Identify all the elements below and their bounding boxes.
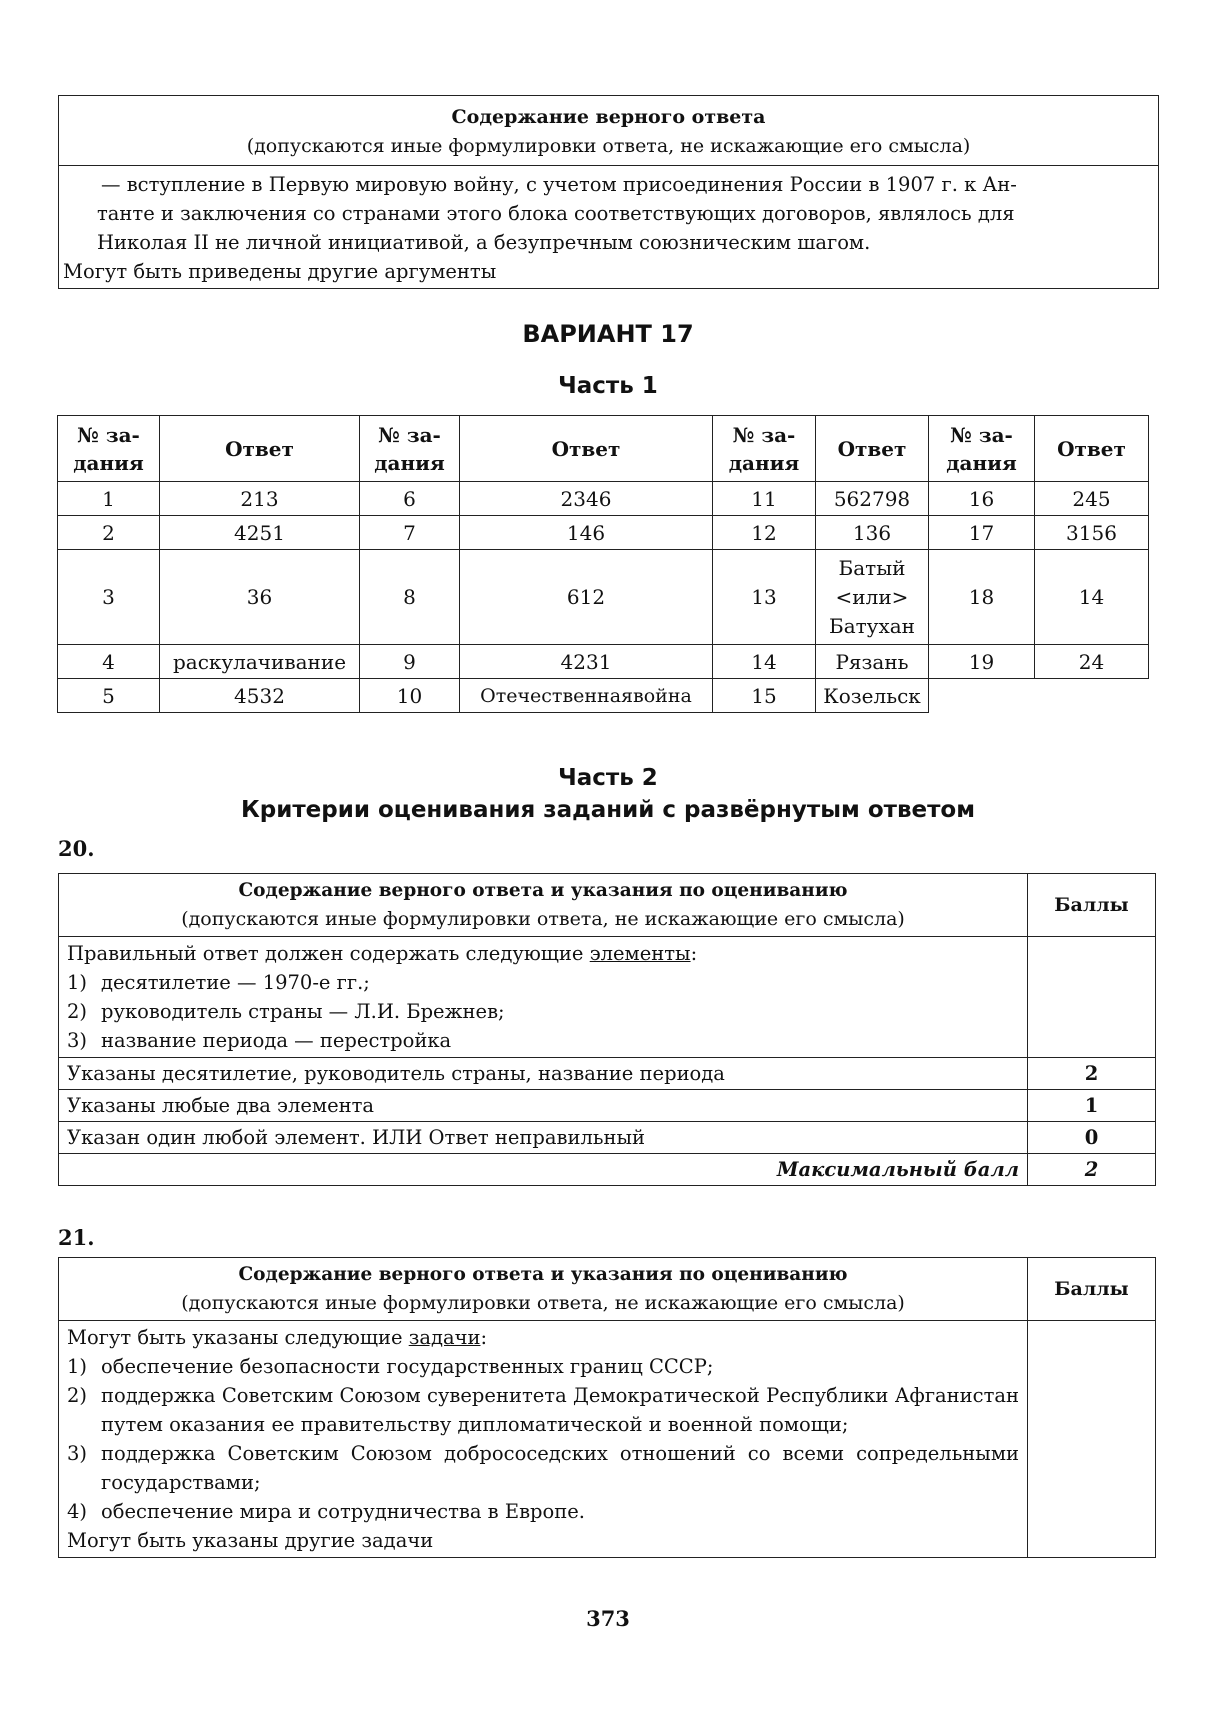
- max-score-value: 2: [1028, 1154, 1156, 1186]
- task-number: 12: [713, 516, 816, 550]
- answer-value: 612: [460, 550, 713, 645]
- answer-footer: Могут быть приведены другие аргументы: [63, 260, 497, 283]
- points-empty: [1028, 1321, 1156, 1558]
- answer-intro: Правильный ответ должен содержать следующие элементы:: [67, 942, 698, 965]
- answer-elements: [59, 937, 1028, 1058]
- list-item: 1) десятилетие — 1970-е гг.;: [67, 971, 370, 994]
- answer-elements: [59, 1321, 1028, 1558]
- col-answer: Ответ: [816, 416, 929, 482]
- task-number: 3: [58, 550, 160, 645]
- part2-title: Часть 2: [558, 765, 658, 791]
- list-item: 1) обеспечение безопасности государственных границ СССР;: [67, 1355, 714, 1378]
- task-number: 1: [58, 482, 160, 516]
- list-item: 4) обеспечение мира и сотрудничества в Европе.: [67, 1500, 586, 1523]
- answer-box-note: (допускаются иные формулировки ответа, не искажающие его смысла): [246, 135, 971, 157]
- answer-value: 24: [1035, 645, 1149, 679]
- answer-value: Батый <или> Батухан: [816, 550, 929, 645]
- criteria-table-21: [58, 1257, 1156, 1558]
- task-number: 5: [58, 679, 160, 713]
- points-header: Баллы: [1028, 874, 1156, 937]
- task-number: 11: [713, 482, 816, 516]
- part1-title: Часть 1: [558, 373, 658, 399]
- empty-cell: [929, 679, 1035, 713]
- points-header: Баллы: [1028, 1258, 1156, 1321]
- criteria-header-title: Содержание верного ответа и указания по оцениванию: [238, 880, 848, 901]
- criteria-header-note: (допускаются иные формулировки ответа, не искажающие его смысла): [181, 908, 905, 930]
- criterion-points: 2: [1028, 1058, 1156, 1090]
- answer-value: 146: [460, 516, 713, 550]
- answer-box-title: Содержание верного ответа: [451, 106, 766, 128]
- criteria-header: [59, 874, 1028, 937]
- empty-cell: [1035, 679, 1149, 713]
- table-row: [58, 550, 1149, 645]
- col-task-number: № за- дания: [929, 416, 1035, 482]
- answer-line: — вступление в Первую мировую войну, с учетом присоединения России в 1907 г. к Ан-: [101, 173, 1017, 196]
- list-item: 3) поддержка Советским Союзом добрососедских отношений со всеми сопредельными государствами;: [67, 1442, 1019, 1494]
- answer-box-header: [59, 96, 1158, 166]
- answer-line: Николая II не личной инициативой, а безупречным союзническим шагом.: [97, 231, 871, 254]
- table-row: [58, 516, 1149, 550]
- table-row: [58, 679, 1149, 713]
- answer-footer: Могут быть указаны другие задачи: [67, 1529, 434, 1552]
- criterion-points: 1: [1028, 1090, 1156, 1122]
- question-number-20: 20.: [58, 836, 95, 861]
- answer-value: Козельск: [816, 679, 929, 713]
- task-number: 18: [929, 550, 1035, 645]
- task-number: 2: [58, 516, 160, 550]
- part1-answers-table: [57, 415, 1149, 713]
- col-task-number: № за- дания: [360, 416, 460, 482]
- answer-value: раскулачивание: [160, 645, 360, 679]
- criteria-header-title: Содержание верного ответа и указания по оцениванию: [238, 1264, 848, 1285]
- answer-value: 562798: [816, 482, 929, 516]
- criteria-header-note: (допускаются иные формулировки ответа, не искажающие его смысла): [181, 1292, 905, 1314]
- task-number: 10: [360, 679, 460, 713]
- answer-value: 14: [1035, 550, 1149, 645]
- col-answer: Ответ: [160, 416, 360, 482]
- task-number: 13: [713, 550, 816, 645]
- task-number: 19: [929, 645, 1035, 679]
- list-item: 2) поддержка Советским Союзом суверенитета Демократической Республики Афганистан путем оказания ее правительству дипломатической и военной помощи;: [67, 1384, 1019, 1436]
- task-number: 4: [58, 645, 160, 679]
- answer-box-body: [59, 166, 1158, 288]
- table-row: [58, 645, 1149, 679]
- answer-value: 36: [160, 550, 360, 645]
- task-number: 7: [360, 516, 460, 550]
- answer-value: 4251: [160, 516, 360, 550]
- answer-value: Рязань: [816, 645, 929, 679]
- list-item: 3) название периода — перестройка: [67, 1029, 452, 1052]
- answer-value: 4532: [160, 679, 360, 713]
- answer-value: 2346: [460, 482, 713, 516]
- criterion-text: Указаны десятилетие, руководитель страны, название периода: [59, 1058, 1028, 1090]
- criterion-text: Указан один любой элемент. ИЛИ Ответ неправильный: [59, 1122, 1028, 1154]
- table-header-row: [58, 416, 1149, 482]
- criterion-points: 0: [1028, 1122, 1156, 1154]
- answer-paragraph: [63, 170, 1154, 257]
- page-number: 373: [586, 1606, 630, 1631]
- answer-value: 4231: [460, 645, 713, 679]
- task-number: 8: [360, 550, 460, 645]
- question-number-21: 21.: [58, 1225, 95, 1250]
- criterion-text: Указаны любые два элемента: [59, 1090, 1028, 1122]
- points-empty: [1028, 937, 1156, 1058]
- criteria-header: [59, 1258, 1028, 1321]
- col-task-number: № за- дания: [713, 416, 816, 482]
- task-number: 16: [929, 482, 1035, 516]
- answer-value: 213: [160, 482, 360, 516]
- answer-value: 136: [816, 516, 929, 550]
- answer-box-previous: [58, 95, 1159, 289]
- criteria-table-20: [58, 873, 1156, 1186]
- col-task-number: № за- дания: [58, 416, 160, 482]
- task-number: 15: [713, 679, 816, 713]
- answer-value: Отечественнаявойна: [460, 679, 713, 713]
- list-item: 2) руководитель страны — Л.И. Брежнев;: [67, 1000, 505, 1023]
- answer-intro: Могут быть указаны следующие задачи:: [67, 1326, 488, 1349]
- variant-title: ВАРИАНТ 17: [522, 320, 694, 348]
- answer-line: танте и заключения со странами этого блока соответствующих договоров, являлось для: [97, 202, 1015, 225]
- col-answer: Ответ: [1035, 416, 1149, 482]
- max-score-label: Максимальный балл: [59, 1154, 1028, 1186]
- answer-value: 3156: [1035, 516, 1149, 550]
- answer-value: 245: [1035, 482, 1149, 516]
- col-answer: Ответ: [460, 416, 713, 482]
- task-number: 6: [360, 482, 460, 516]
- task-number: 17: [929, 516, 1035, 550]
- part2-subtitle: Критерии оценивания заданий с развёрнутым ответом: [240, 797, 976, 823]
- task-number: 9: [360, 645, 460, 679]
- table-row: [58, 482, 1149, 516]
- task-number: 14: [713, 645, 816, 679]
